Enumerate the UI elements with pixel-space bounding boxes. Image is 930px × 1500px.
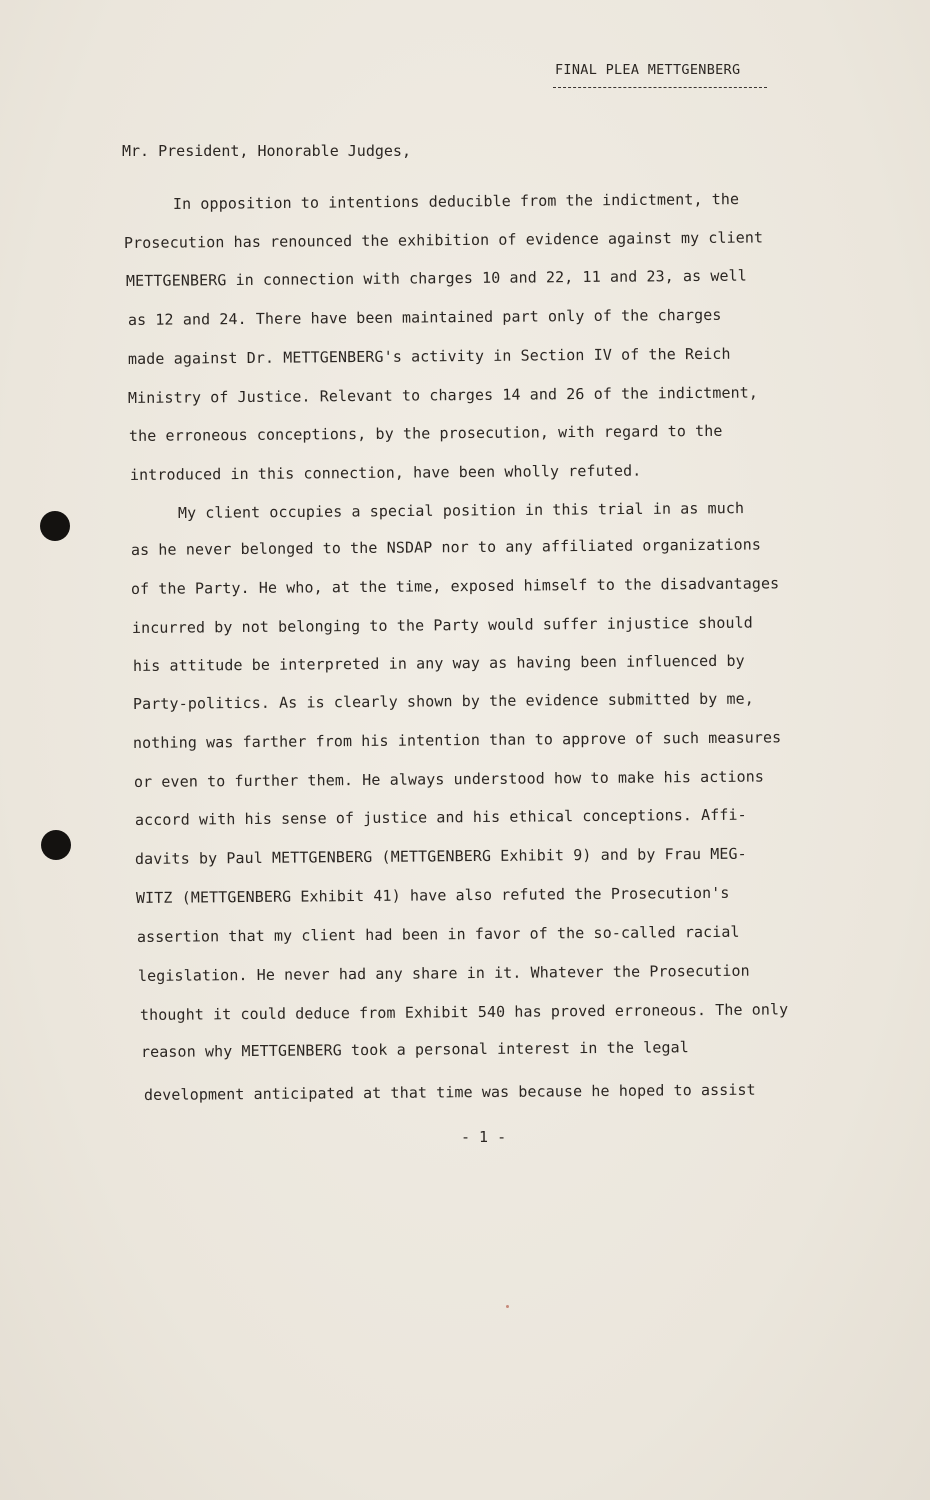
paper-speck bbox=[506, 1305, 509, 1308]
text-line: accord with his sense of justice and his ethical conceptions. Affi- bbox=[134, 805, 747, 829]
document-header: FINAL PLEA METTGENBERG bbox=[555, 62, 741, 78]
text-line: nothing was farther from his intention than to approve of such measures bbox=[132, 728, 782, 752]
text-line: Party-politics. As is clearly shown by the evidence submitted by me, bbox=[132, 689, 754, 713]
text-line: or even to further them. He always understood how to make his actions bbox=[133, 767, 765, 791]
text-line: In opposition to intentions deducible from the indictment, the bbox=[172, 190, 740, 213]
page-number: - 1 - bbox=[461, 1128, 507, 1146]
text-line: WITZ (METTGENBERG Exhibit 41) have also refuted the Prosecution's bbox=[135, 883, 730, 907]
text-line: Ministry of Justice. Relevant to charges 14 and 26 of the indictment, bbox=[127, 383, 759, 407]
salutation: Mr. President, Honorable Judges, bbox=[122, 142, 411, 160]
text-line: as he never belonged to the NSDAP nor to any affiliated organizations bbox=[130, 535, 762, 559]
text-line: METTGENBERG in connection with charges 10 and 22, 11 and 23, as well bbox=[125, 266, 747, 290]
text-line: made against Dr. METTGENBERG's activity in Section IV of the Reich bbox=[127, 344, 731, 368]
text-line: as 12 and 24. There have been maintained part only of the charges bbox=[127, 305, 722, 329]
text-line: thought it could deduce from Exhibit 540 has proved erroneous. The only bbox=[139, 1000, 789, 1024]
text-line: davits by Paul METTGENBERG (METTGENBERG Exhibit 9) and by Frau MEG- bbox=[134, 844, 747, 868]
text-line: My client occupies a special position in this trial in as much bbox=[177, 499, 745, 522]
text-line: legislation. He never had any share in it. Whatever the Prosecution bbox=[137, 961, 750, 985]
text-line: his attitude be interpreted in any way as having been influenced by bbox=[132, 651, 745, 675]
text-line: Prosecution has renounced the exhibition of evidence against my client bbox=[123, 228, 764, 252]
text-line: introduced in this connection, have been wholly refuted. bbox=[129, 461, 642, 484]
header-underline bbox=[553, 87, 767, 88]
text-line: assertion that my client had been in favor of the so-called racial bbox=[136, 922, 740, 946]
punch-hole-top bbox=[40, 511, 70, 541]
text-line: reason why METTGENBERG took a personal interest in the legal bbox=[140, 1038, 689, 1061]
text-line: incurred by not belonging to the Party would suffer injustice should bbox=[131, 613, 753, 637]
text-line: of the Party. He who, at the time, exposed himself to the disadvantages bbox=[130, 574, 780, 598]
text-line: the erroneous conceptions, by the prosecution, with regard to the bbox=[128, 421, 723, 445]
punch-hole-bottom bbox=[41, 830, 71, 860]
text-line: development anticipated at that time was because he hoped to assist bbox=[143, 1080, 756, 1104]
